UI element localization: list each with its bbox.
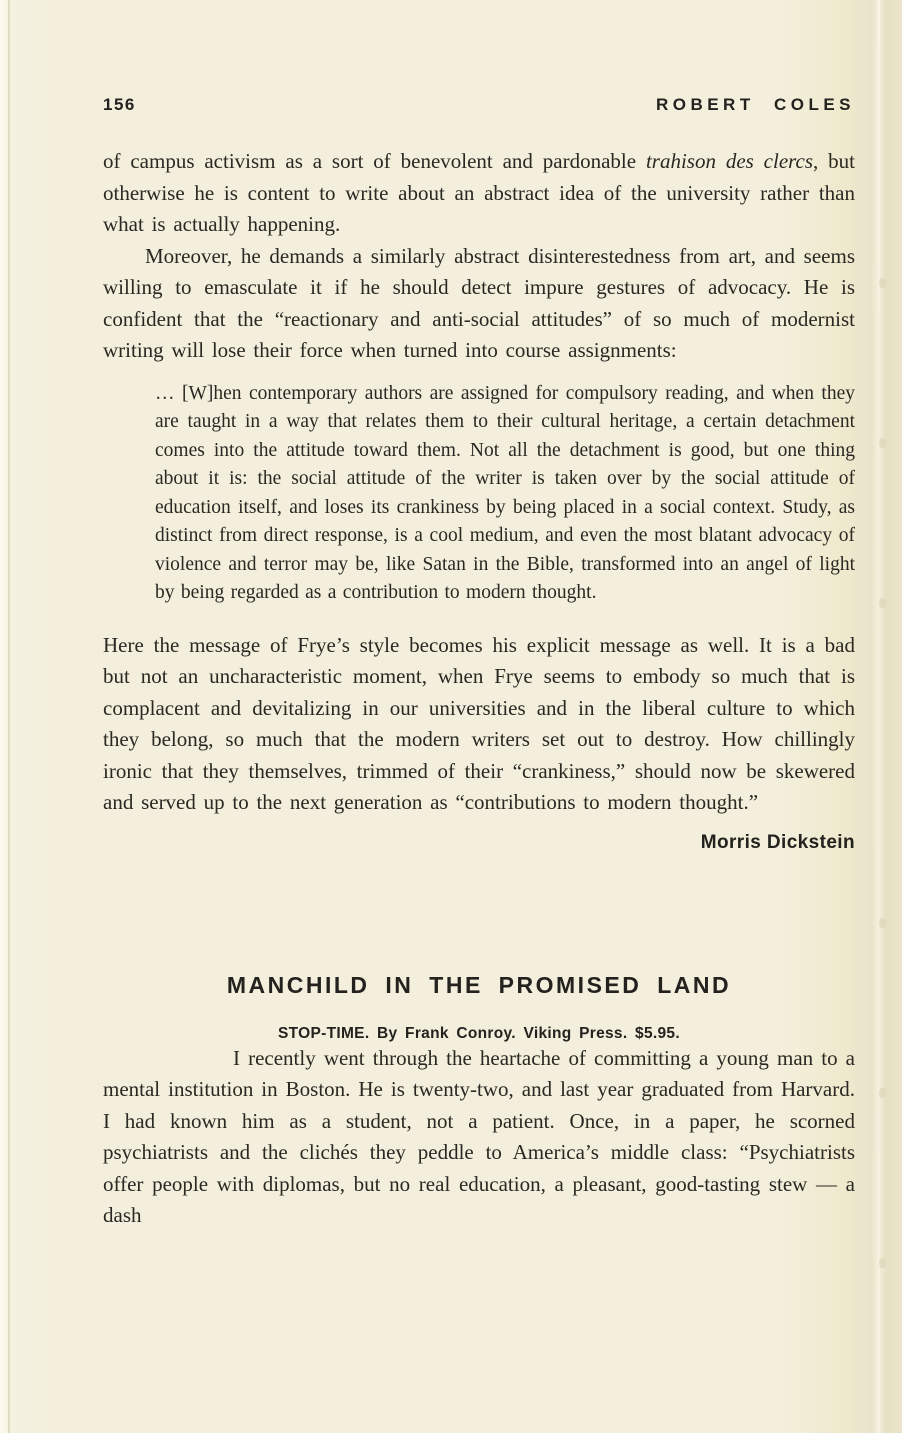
paragraph-continuation	[103, 146, 855, 241]
paragraph-text: of campus activism as a sort of benevolent and pardonable	[103, 149, 646, 173]
paragraph-opening: I recently went through the heartache of committing a young man to a mental institution in Boston. He is twenty-two, and last year graduated from Harvard. I had known him as a student, not a patient. Once, in a paper, he scorned psychiatrists and the clichés they peddle to America’s middle class: “Psychiatrists offer people with diplomas, but no real education, a pleasant, good-tasting stew — a dash	[103, 1045, 855, 1227]
text-block	[103, 95, 855, 1232]
paragraph-closing: Here the message of Frye’s style becomes his explicit message as well. It is a bad but not an uncharacteristic moment, when Frye seems to embody so much that is complacent and devitalizing in our universities and in the liberal culture to which they belong, so much that the modern writers set out to destroy. How chillingly ironic that they themselves, trimmed of their “crankiness,” should now be skewered and served up to the next generation as “contributions to modern thought.”	[103, 632, 855, 814]
page-edge-notch	[879, 918, 886, 928]
paragraph-text: , but otherwise he is content to write about an abstract idea of the university rather than what is actually happening.	[103, 149, 855, 236]
reviewer-signature: Morris Dickstein	[700, 831, 855, 853]
page-edge-left	[8, 0, 10, 1433]
paragraph-moreover: Moreover, he demands a similarly abstract disinterestedness from art, and seems willing to emasculate it if he should detect impure gestures of advocacy. He is confident that the “reactionary and anti-social attitudes” of so much of modernist writing will lose their force when turned into course assignments:	[103, 243, 855, 362]
page-edge-notch	[879, 1258, 886, 1268]
running-header	[103, 95, 855, 115]
page-edge-notch	[879, 598, 886, 608]
page-edge-notch	[879, 1088, 886, 1098]
block-quotation: … [W]hen contemporary authors are assigned for compulsory reading, and when they are taught in a way that relates them to their cultural heritage, a certain detachment comes into the attitude toward them. Not all the detachment is good, but one thing about it is: the social attitude of the writer is taken over by the social attitude of education itself, and loses its crankiness by being placed in a social context. Study, as distinct from direct response, is a cool medium, and even the most blatant advocacy of violence and terror may be, like Satan in the Bible, transformed into an angel of light by being regarded as a contribution to modern thought.	[155, 382, 855, 603]
page-edge-notch	[879, 278, 886, 288]
running-head-author: ROBERT COLES	[655, 95, 855, 114]
review-title: MANCHILD IN THE PROMISED LAND	[226, 971, 732, 998]
page-edge-right	[878, 0, 880, 1433]
italic-phrase: trahison des clercs	[645, 149, 814, 173]
book-citation: STOP-TIME. By Frank Conroy. Viking Press. $5.95.	[278, 1024, 680, 1042]
page-edge-notch	[879, 438, 886, 448]
page-number: 156	[103, 95, 136, 114]
